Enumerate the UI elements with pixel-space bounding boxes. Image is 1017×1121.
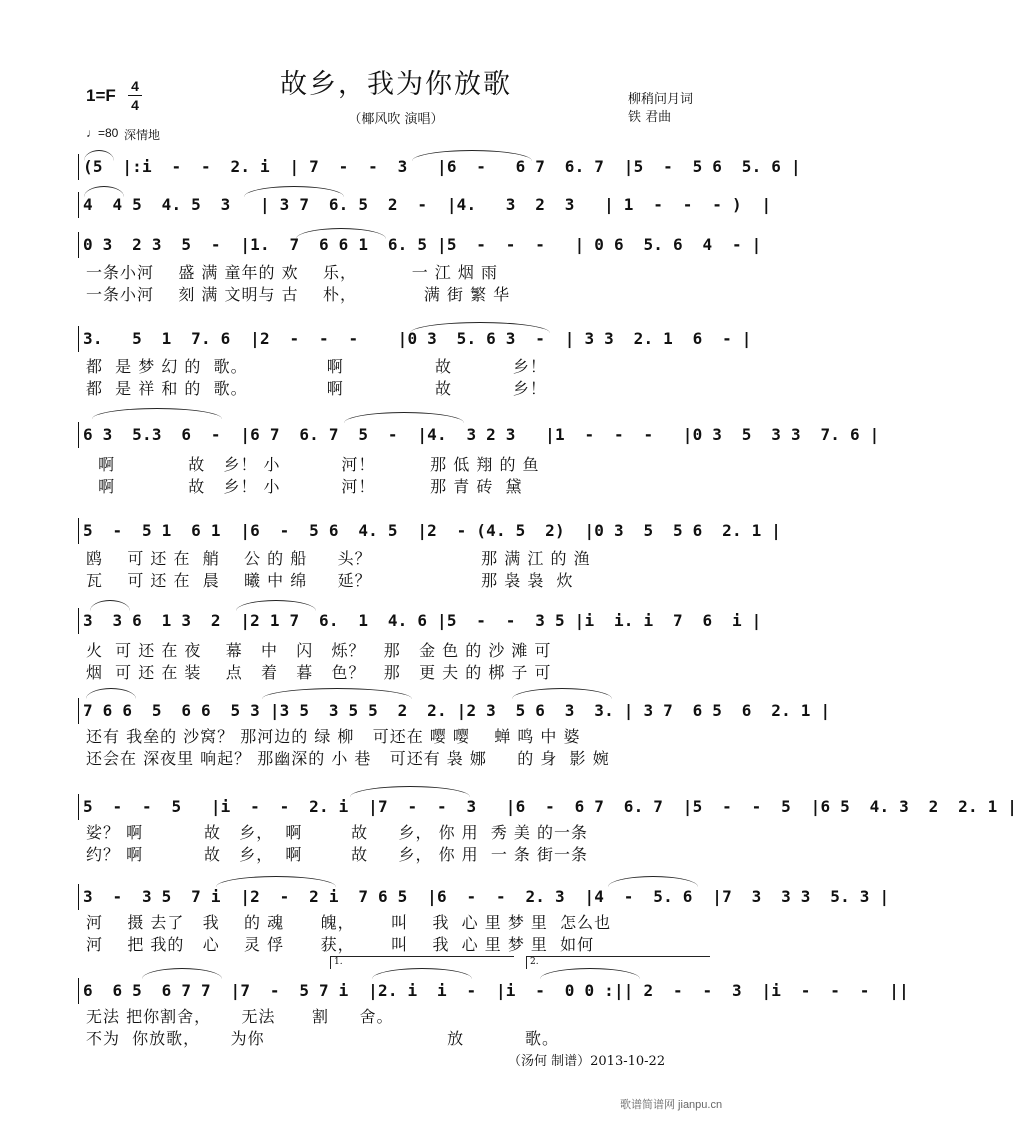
site-watermark: 歌谱简谱网 jianpu.cn <box>620 1099 723 1111</box>
second-ending-bracket: 2. <box>526 956 710 969</box>
singer-credit: （椰风吹 演唱） <box>348 112 444 127</box>
lyric-verse-2-line-6: 瓦 可 还 在 晨 曦 中 绵 延？ 那 袅 袅 炊 <box>86 571 574 590</box>
slur <box>92 408 222 419</box>
lyric-verse-2-line-7: 烟 可 还 在 装 点 着 暮 色？ 那 更 夫 的 梆 子 可 <box>86 663 552 682</box>
notation-line-11: 6 6 5 6 7 7 |7 - 5 7 i |2. i i - |i - 0 0 :|| 2 - - 3 |i - - - || <box>78 978 723 1004</box>
lyric-verse-1-line-6: 鸥 可 还 在 艄 公 的 船 头？ 那 满 江 的 渔 <box>86 549 591 568</box>
lyric-verse-1-line-11: 无法 把你割舍， 无法 割 舍。 <box>86 1007 394 1026</box>
key-signature: 1=F <box>86 86 116 105</box>
notation-line-1: (5 |:i - - 2. i | 7 - - 3 |6 - 6 7 6. 7 |5 - 5 6 5. 6 | <box>78 154 723 180</box>
lyric-verse-1-line-8: 还有 我垒的 沙窝？ 那河边的 绿 柳 可还在 嘤 嘤 蝉 鸣 中 婆 <box>86 727 581 746</box>
notation-line-9: 5 - - 5 |i - - 2. i |7 - - 3 |6 - 6 7 6. 7 |5 - - 5 |6 5 4. 3 2 2. 1 | <box>78 794 723 820</box>
notation-line-6: 5 - 5 1 6 1 |6 - 5 6 4. 5 |2 - (4. 5 2) |0 3 5 5 6 2. 1 | <box>78 518 723 544</box>
composer-credit: 铁 君曲 <box>628 110 672 125</box>
notation-line-3: 0 3 2 3 5 - |1. 7 6 6 1 6. 5 |5 - - - | 0 6 5. 6 4 - | <box>78 232 723 258</box>
notation-line-4: 3. 5 1 7. 6 |2 - - - |0 3 5. 6 3 - | 3 3 2. 1 6 - | <box>78 326 723 352</box>
lyric-verse-2-line-5: 啊 故 乡！ 小 河！ 那 青 砖 黛 <box>86 477 523 496</box>
lyric-verse-1-line-3: 一条小河 盛 满 童年的 欢 乐， 一 江 烟 雨 <box>86 263 498 282</box>
lyric-verse-1-line-10: 河 摄 去了 我 的 魂 魄， 叫 我 心 里 梦 里 怎么也 <box>86 913 612 932</box>
lyricist-credit: 柳稍问月词 <box>628 92 694 107</box>
lyric-verse-2-line-10: 河 把 我的 心 灵 俘 获， 叫 我 心 里 梦 里 如何 <box>86 935 595 954</box>
notation-line-5: 6 3 5.3 6 - |6 7 6. 7 5 - |4. 3 2 3 |1 - - - |0 3 5 3 3 7. 6 | <box>78 422 723 448</box>
lyric-verse-1-line-4: 都 是 梦 幻 的 歌。 啊 故 乡！ <box>86 357 547 376</box>
time-signature-top: 4 <box>131 78 139 94</box>
lyric-verse-1-line-7: 火 可 还 在 夜 幕 中 闪 烁？ 那 金 色 的 沙 滩 可 <box>86 641 552 660</box>
expression-marking: 深情地 <box>124 128 161 142</box>
notation-line-7: 3 3 6 1 3 2 |2 1 7 6. 1 4. 6 |5 - - 3 5 |i i. i 7 6 i | <box>78 608 723 634</box>
lyric-verse-2-line-8: 还会在 深夜里 响起？ 那幽深的 小 巷 可还有 袅 娜 的 身 影 婉 <box>86 749 610 768</box>
lyric-verse-1-line-5: 啊 故 乡！ 小 河！ 那 低 翔 的 鱼 <box>86 455 540 474</box>
first-ending-bracket: 1. <box>330 956 514 969</box>
notation-line-8: 7 6 6 5 6 6 5 3 |3 5 3 5 5 2 2. |2 3 5 6 3 3. | 3 7 6 5 6 2. 1 | <box>78 698 723 724</box>
lyric-verse-2-line-3: 一条小河 刻 满 文明与 古 朴， 满 街 繁 华 <box>86 285 511 304</box>
notation-line-2: 4 4 5 4. 5 3 | 3 7 6. 5 2 - |4. 3 2 3 | 1 - - - ) | <box>78 192 723 218</box>
lyric-verse-2-line-4: 都 是 祥 和 的 歌。 啊 故 乡！ <box>86 379 547 398</box>
lyric-verse-2-line-11: 不为 你放歌， 为你 放 歌。 <box>86 1029 560 1048</box>
lyric-verse-1-line-9: 娑？ 啊 故 乡， 啊 故 乡， 你 用 秀 美 的一条 <box>86 823 589 842</box>
lyric-verse-2-line-9: 约？ 啊 故 乡， 啊 故 乡， 你 用 一 条 街一条 <box>86 845 589 864</box>
transcriber-credit: （汤何 制谱）2013-10-22 <box>508 1054 666 1069</box>
time-signature-bottom: 4 <box>131 97 139 113</box>
notation-line-10: 3 - 3 5 7 i |2 - 2 i 7 6 5 |6 - - 2. 3 |4 - 5. 6 |7 3 3 3 5. 3 | <box>78 884 723 910</box>
song-title: 故乡，我为你放歌 <box>280 69 512 100</box>
tempo-marking: ♩=80 <box>86 126 119 140</box>
